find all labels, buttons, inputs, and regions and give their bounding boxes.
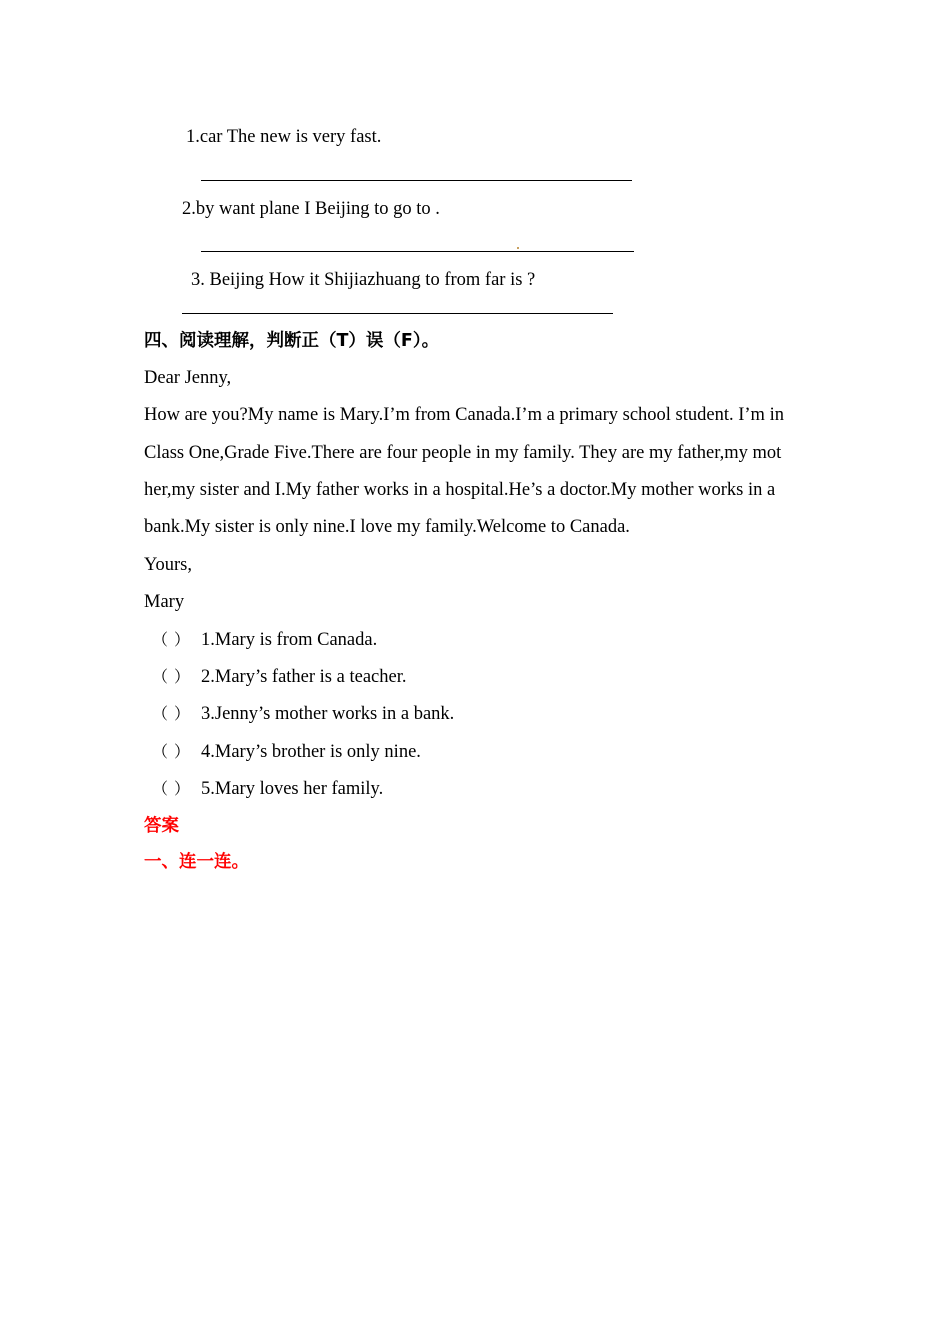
tf-question-row — [144, 778, 383, 801]
letter-body-line: Class One,Grade Five.There are four people in my family. They are my father,my mot — [144, 443, 782, 463]
tf-statement: 2.Mary’s father is a teacher. — [201, 667, 407, 687]
reorder-sentence-3: 3. Beijing How it Shijiazhuang to from far is ? — [191, 270, 536, 290]
reorder-sentence-1: 1.car The new is very fast. — [186, 127, 382, 147]
tf-question-row — [144, 666, 406, 689]
answer-blank[interactable]: （ ） — [152, 706, 191, 723]
tf-statement: 3.Jenny’s mother works in a bank. — [201, 704, 455, 724]
answer-line-1[interactable] — [201, 180, 632, 181]
tf-question-row — [144, 741, 421, 764]
tf-question-row — [144, 703, 454, 726]
letter-closing: Yours, — [144, 555, 192, 575]
answer-line-2[interactable] — [201, 251, 634, 252]
answer-blank[interactable]: （ ） — [152, 669, 191, 686]
letter-body-line: bank.My sister is only nine.I love my family.Welcome to Canada. — [144, 517, 630, 537]
letter-signature: Mary — [144, 592, 185, 612]
answer-blank[interactable]: （ ） — [152, 744, 191, 761]
letter-greeting: Dear Jenny, — [144, 368, 232, 388]
section-heading-reading: 四、阅读理解，判断正（T）误（F）。 — [144, 331, 440, 351]
answers-title: 答案 — [144, 816, 179, 836]
tf-statement: 1.Mary is from Canada. — [201, 630, 378, 650]
reorder-sentence-2: 2.by want plane I Beijing to go to . — [182, 199, 440, 219]
answer-line-3[interactable] — [182, 313, 613, 314]
answer-blank[interactable]: （ ） — [152, 632, 191, 649]
answer-blank[interactable]: （ ） — [152, 781, 191, 798]
tf-question-row — [144, 629, 377, 652]
tf-statement: 4.Mary’s brother is only nine. — [201, 742, 421, 762]
answers-section-1-heading: 一、连一连。 — [144, 852, 249, 872]
letter-body-line: How are you?My name is Mary.I’m from Canada.I’m a primary school student. I’m in — [144, 405, 784, 425]
stray-mark — [517, 247, 519, 249]
letter-body-line: her,my sister and I.My father works in a hospital.He’s a doctor.My mother works in a — [144, 480, 776, 500]
tf-statement: 5.Mary loves her family. — [201, 779, 384, 799]
